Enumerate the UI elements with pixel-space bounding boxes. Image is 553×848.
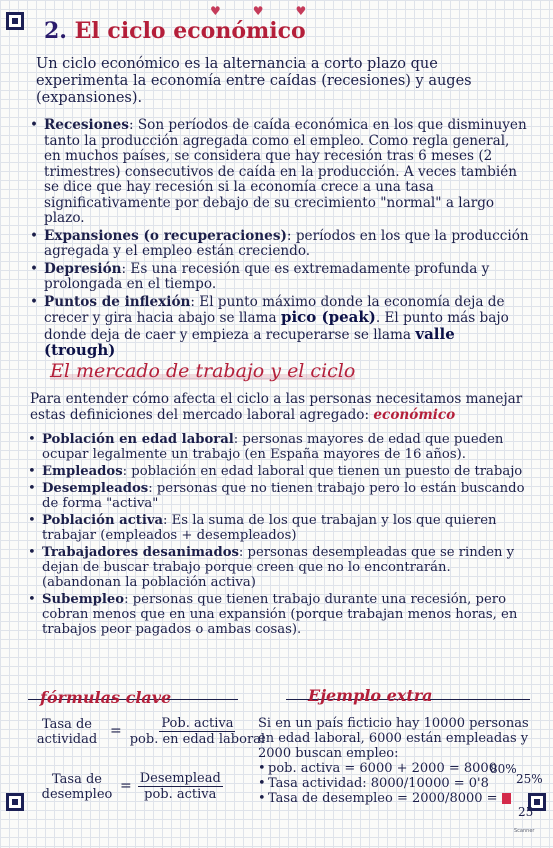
- term-text: : personas que no tienen trabajo pero lo están buscando de forma "activa": [42, 481, 525, 511]
- list-item: [28, 432, 530, 462]
- example-heading: Ejemplo extra: [308, 686, 433, 705]
- fraction: [138, 771, 223, 802]
- example-item-text: Tasa de desempleo = 2000/8000 =: [268, 791, 502, 806]
- term-text: : personas desempleadas que se rinden y dejan de buscar trabajo porque creen que no lo encontrarán. (abandonan la población activa): [42, 545, 515, 590]
- term-label: Empleados: [42, 464, 123, 479]
- formulas-heading: fórmulas clave: [40, 688, 172, 707]
- example-box: [258, 716, 530, 806]
- term-label: Población activa: [42, 513, 164, 528]
- term-label: Subempleo: [42, 592, 125, 607]
- term-label: Expansiones (o recuperaciones): [44, 227, 287, 244]
- list-item: [28, 592, 530, 637]
- list-item: [30, 229, 530, 260]
- term-label: Puntos de inflexión: [44, 293, 191, 310]
- fraction: [128, 716, 267, 747]
- title-text: El ciclo económico: [74, 18, 306, 44]
- term-text: : Es la suma de los que trabajan y los que quieren trabajar (empleados + desempleados): [42, 513, 497, 543]
- section-title: El mercado de trabajo y el ciclo: [50, 360, 356, 382]
- cycle-terms-list: [30, 118, 530, 362]
- side-note-percent: 80%: [490, 762, 517, 776]
- title-number: 2.: [44, 18, 67, 44]
- heart-decoration-icons: ♥♥♥: [210, 4, 339, 18]
- list-item: [30, 295, 530, 360]
- side-note-percent: 25%: [516, 772, 543, 786]
- list-item: [258, 791, 530, 806]
- example-item-text: Tasa actividad: 8000/10000 = 0'8: [268, 776, 489, 791]
- page-title: [44, 18, 306, 44]
- example-intro: Si en un país ficticio hay 10000 personas en edad laboral, 6000 están empleadas y 2000 buscan empleo:: [258, 716, 529, 761]
- section-intro-text: Para entender cómo afecta el ciclo a las personas necesitamos manejar estas definiciones del mercado laboral agregado:: [30, 391, 523, 423]
- term-text: : personas mayores de edad que pueden ocupar legalmente un trabajo (en España mayores de 16 años).: [42, 432, 504, 462]
- term-label: Recesiones: [44, 117, 129, 133]
- highlight-peak: pico (peak): [280, 308, 376, 326]
- list-item: [30, 118, 530, 227]
- term-text: : Es una recesión que es extremadamente profunda y prolongada en el tiempo.: [44, 260, 490, 292]
- term-label: Población en edad laboral: [42, 432, 234, 447]
- formula-label: Tasa de desempleo: [41, 771, 113, 802]
- term-label: Desempleados: [42, 481, 149, 496]
- term-label: Depresión: [44, 260, 122, 277]
- equals-sign: =: [110, 723, 122, 739]
- formula-activity-rate: [30, 716, 267, 747]
- labor-terms-list: [28, 432, 530, 639]
- example-item-text: pob. activa = 6000 + 2000 = 8000: [268, 761, 497, 776]
- highlight-trough: valle (trough): [44, 324, 455, 359]
- equals-sign: =: [120, 778, 132, 794]
- corner-marker-bottom-left: [6, 793, 24, 811]
- term-text: : El punto máximo donde la economía deja de crecer y gira hacia abajo se llama: [44, 293, 505, 326]
- denominator: pob. en edad laboral: [129, 732, 266, 747]
- list-item: [28, 513, 530, 543]
- term-text-2: . El punto más bajo donde deja de caer y empieza a recuperarse se llama: [44, 310, 509, 343]
- formula-label: Tasa de actividad: [36, 716, 98, 747]
- numerator: Desemplead: [139, 771, 221, 786]
- term-text: : población en edad laboral que tienen un puesto de trabajo: [122, 464, 523, 479]
- term-text: : Son períodos de caída económica en los que disminuyen tanto la producción agregada como el empleo. Como regla general, en muchos países, se considera que hay recesión tras 6 meses (2 trimestres) consecutivos de caída en la producción. A veces también se dice que hay recesión si la economía crece a una tasa significativamente por debajo de su crecimiento "normal" a largo plazo.: [44, 117, 527, 226]
- intro-paragraph: Un ciclo económico es la alternancia a corto plazo que experimenta la economía entre caídas (recesiones) y auges (expansiones).: [36, 56, 472, 106]
- list-item: [28, 481, 530, 511]
- term-text: : períodos en los que la producción agregada y el empleo están creciendo.: [44, 227, 529, 259]
- red-highlight-mark: [502, 793, 511, 804]
- corner-marker-top-left: [6, 12, 24, 30]
- list-item: [28, 545, 530, 590]
- side-note-result: 25: [518, 805, 534, 819]
- section-intro: [30, 392, 530, 423]
- scanner-watermark: Scanner: [514, 828, 535, 834]
- section-intro-script: económico: [373, 406, 456, 423]
- formula-unemployment-rate: [40, 771, 223, 802]
- denominator: pob. activa: [144, 787, 217, 802]
- term-label: Trabajadores desanimados: [42, 545, 239, 560]
- numerator: Pob. activa: [161, 716, 234, 731]
- list-item: [28, 464, 530, 479]
- list-item: [258, 776, 530, 791]
- term-text: : personas que tienen trabajo durante una recesión, pero cobran menos que en una expansión (porque trabajan menos horas, en trabajos peor pagados o ambas cosas).: [42, 592, 518, 637]
- list-item: [30, 262, 530, 293]
